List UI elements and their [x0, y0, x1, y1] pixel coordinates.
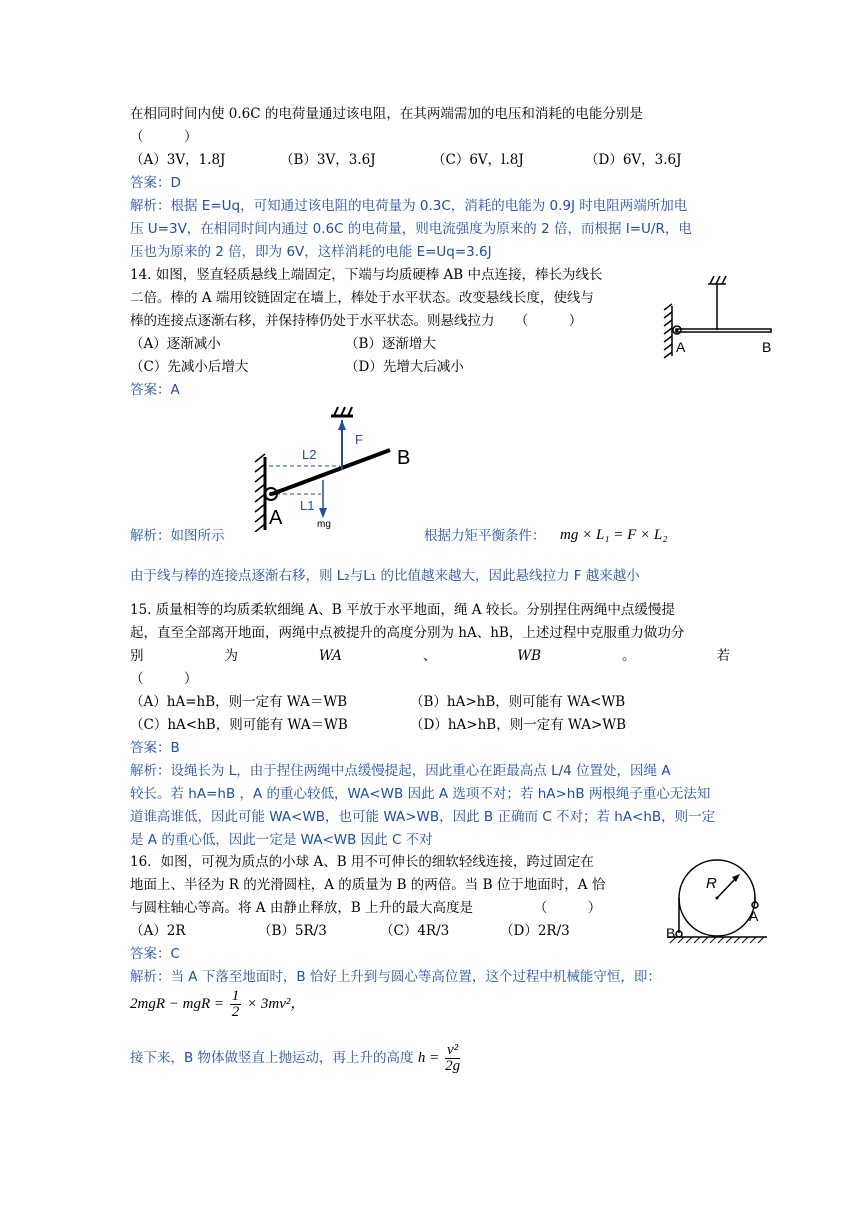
q15-explanation-3: 道谁高谁低，因此可能 WA<WB，也可能 WA>WB，因此 B 正确而 C 不对；若 hA<hB，则一定 — [130, 809, 716, 825]
q15-word: 为 — [224, 648, 238, 664]
q16-option-d[interactable]: （D）2R/3 — [500, 923, 570, 939]
q14-option-d[interactable]: （D）先增大后减小 — [345, 359, 464, 375]
q14-answer: 答案：A — [130, 382, 180, 398]
q14-torque-formula: mg × L₁ = F × L₂ — [560, 527, 668, 543]
q15-paren: （ ） — [130, 671, 198, 687]
q16-stem-line-3: 与圆柱轴心等高。将 A 由静止释放，B 上升的最大高度是 （ ） — [130, 900, 602, 916]
q13-paren: （ ） — [130, 129, 198, 145]
q15-explanation-1: 解析：设绳长为 L，由于捏住两绳中点缓慢提起，因此重心在距最高点 L/4 位置处，因绳 A — [130, 763, 671, 779]
q14-option-c[interactable]: （C）先减小后增大 — [130, 359, 249, 375]
q16-explanation-1: 解析：当 A 下落至地面时，B 恰好上升到与圆心等高位置，这个过程中机械能守恒，即： — [130, 969, 661, 985]
q15-stem-line-2: 起，直至全部离开地面，两绳中点被提升的高度分别为 hA、hB，上述过程中克服重力做功分 — [130, 625, 685, 641]
q15-option-c[interactable]: （C）hA<hB，则可能有 WA＝WB — [130, 717, 348, 733]
q16-eq2-numerator: v² — [446, 1042, 459, 1059]
q13-explanation-3: 压也为原来的 2 倍，即为 6V，这样消耗的电能 E=Uq=3.6J — [130, 244, 492, 260]
q14-option-a[interactable]: （A）逐渐减小 — [130, 336, 221, 352]
q14-stem-line-3: 棒的连接点逐渐右移，并保持棒仍处于水平状态。则悬线拉力 （ ） — [130, 313, 583, 329]
q16-eq2-denominator: 2g — [445, 1058, 461, 1075]
q15-word: 、 — [422, 648, 437, 664]
q14-stem-line-2: 二倍。棒的 A 端用铰链固定在墙上，棒处于水平状态。改变悬线长度，使线与 — [130, 290, 594, 306]
q13-explanation-1: 解析：根据 E=Uq，可知通过该电阻的电荷量为 0.3C，消耗的电能为 0.9J 时电阻两端所加电 — [130, 198, 688, 214]
q13-option-b[interactable]: （B）3V，3.6J — [280, 152, 376, 168]
q14-label-l1: L1 — [300, 498, 315, 513]
q16-stem-line-2: 地面上、半径为 R 的光滑圆柱，A 的质量为 B 的两倍。当 B 位于地面时，A 恰 — [130, 877, 606, 893]
q14-label-mg: mg — [317, 519, 331, 530]
q13-explanation-2: 压 U=3V，在相同时间内通过 0.6C 的电荷量，则电流强度为原来的 2 倍，而根据 I=U/R，电 — [130, 221, 692, 237]
q16-option-b[interactable]: （B）5R/3 — [258, 923, 327, 939]
q14-stem-line-1: 14. 如图，竖直轻质悬线上端固定，下端与均质硬棒 AB 中点连接，棒长为线长 — [130, 267, 603, 283]
q14-label-l2: L2 — [302, 447, 317, 462]
q15-answer: 答案：B — [130, 740, 180, 756]
q16-eq1-denominator: 2 — [231, 1004, 240, 1021]
q14-label-b: B — [397, 447, 411, 469]
q14-rod-figure — [660, 270, 780, 360]
q16-label-b: B — [666, 925, 676, 941]
q16-eq1-left: 2mgR − mgR = — [130, 996, 228, 1012]
q16-label-a: A — [749, 908, 759, 924]
q14-explanation-mid: 根据力矩平衡条件： — [424, 528, 546, 544]
q15-option-b[interactable]: （B）hA>hB，则可能有 WA<WB — [410, 694, 626, 710]
q14-label-f: F — [355, 432, 363, 447]
q13-answer: 答案：D — [130, 175, 181, 191]
q16-eq2-left: h = — [417, 1050, 443, 1066]
q15-stem-line-3 — [130, 646, 730, 666]
q15-word: 若 — [716, 648, 730, 664]
q15-option-a[interactable]: （A）hA=hB，则一定有 WA＝WB — [130, 694, 348, 710]
q15-word: 。 — [622, 648, 636, 664]
q16-height-equation — [417, 1042, 462, 1075]
q16-explanation-2-row — [130, 1040, 462, 1076]
q14-option-b[interactable]: （B）逐渐增大 — [345, 336, 436, 352]
q15-stem-line-1: 15. 质量相等的均质柔软细绳 A、B 平放于水平地面，绳 A 较长。分别捏住两绳中点缓慢提 — [130, 602, 675, 618]
q16-eq1-fraction — [230, 989, 242, 1020]
q16-option-c[interactable]: （C）4R/3 — [380, 923, 450, 939]
q15-option-d[interactable]: （D）hA>hB，则一定有 WA>WB — [410, 717, 627, 733]
q15-explanation-4: 是 A 的重心低，因此一定是 WA<WB 因此 C 不对 — [130, 832, 433, 848]
q16-stem-line-1: 16．如图，可视为质点的小球 A、B 用不可伸长的细软轻线连接，跨过固定在 — [130, 854, 594, 870]
q16-eq2-fraction — [445, 1043, 460, 1074]
q13-option-d[interactable]: （D）6V，3.6J — [585, 152, 682, 168]
q15-word: WA — [318, 648, 342, 664]
q13-stem-line: 在相同时间内使 0.6C 的电荷量通过该电阻，在其两端需加的电压和消耗的电能分别是 — [130, 106, 643, 122]
q14-force-diagram — [245, 402, 430, 532]
q16-eq1-numerator: 1 — [231, 988, 240, 1005]
q16-answer: 答案：C — [130, 946, 180, 962]
q14-explanation-1: 解析：如图所示 — [130, 528, 225, 544]
q13-option-a[interactable]: （A）3V，1.8J — [130, 152, 226, 168]
q14-explanation-2: 由于线与棒的连接点逐渐右移，则 L₂与L₁ 的比值越来越大，因此悬线拉力 F 越来越小 — [130, 568, 640, 584]
q16-explanation-2: 接下来，B 物体做竖直上抛运动，再上升的高度 — [130, 1050, 414, 1066]
q16-option-a[interactable]: （A）2R — [130, 923, 186, 939]
q15-word: 别 — [130, 648, 144, 664]
q16-energy-equation — [130, 988, 305, 1020]
q16-cylinder-figure — [662, 858, 772, 944]
q14-small-label-b: B — [762, 339, 772, 355]
q16-eq1-right: × 3mv²， — [246, 996, 306, 1012]
q15-explanation-2: 较长。若 hA=hB ，A 的重心较低，WA<WB 因此 A 选项不对；若 hA>hB 两根绳子重心无法知 — [130, 786, 711, 802]
q15-word: WB — [517, 648, 542, 664]
q13-option-c[interactable]: （C）6V，l.8J — [432, 152, 524, 168]
q14-small-label-a: A — [676, 339, 686, 355]
q16-label-r: R — [706, 875, 717, 892]
q14-label-a: A — [269, 507, 283, 529]
